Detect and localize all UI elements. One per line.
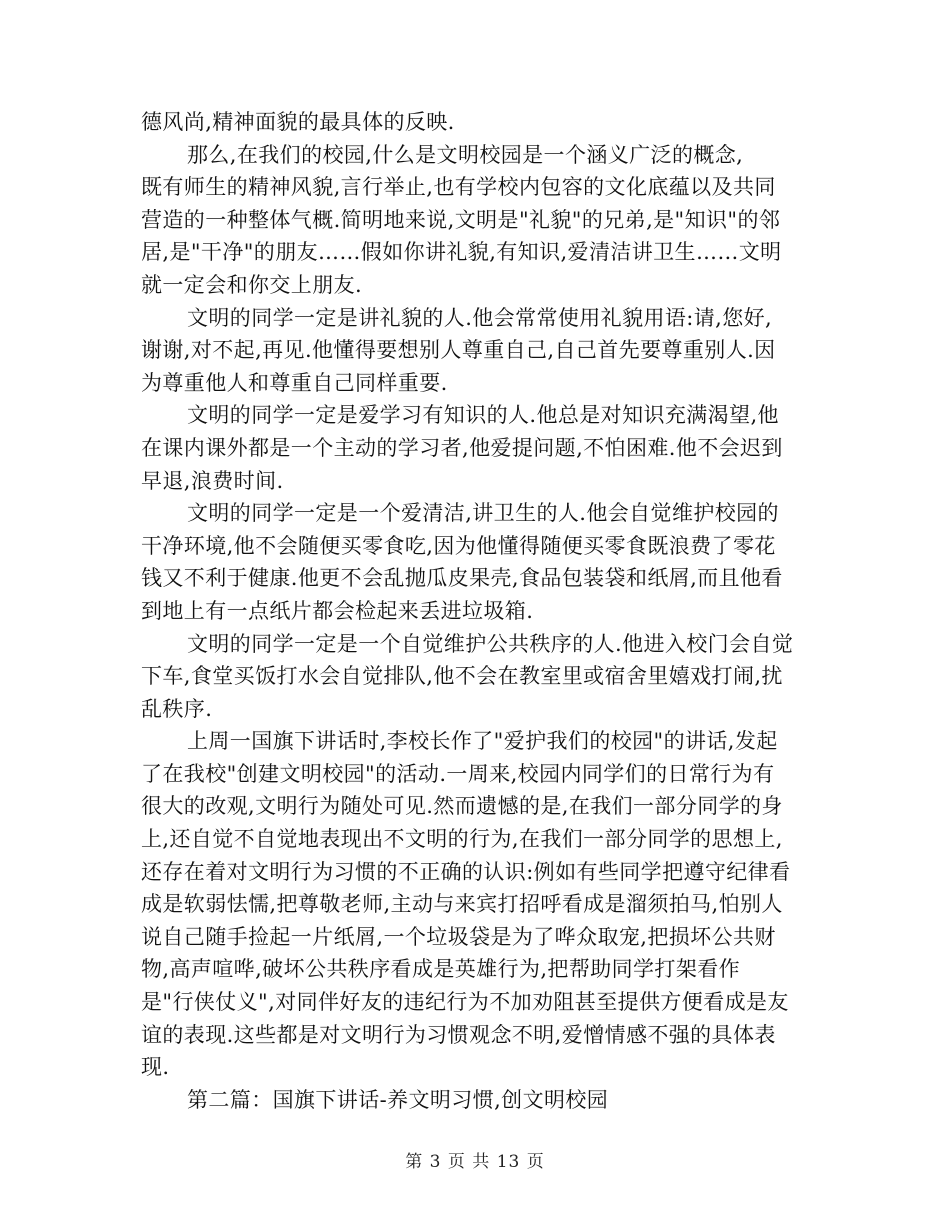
text-line: 谢谢,对不起,再见.他懂得要想别人尊重自己,自己首先要尊重别人.因 (141, 338, 776, 363)
text-line: 现. (141, 1055, 170, 1080)
text-line: 就一定会和你交上朋友. (141, 272, 363, 297)
text-line: 乱秩序. (141, 696, 213, 721)
text-line: 是"行侠仗义",对同伴好友的违纪行为不加劝阻甚至提供方便看成是友 (141, 990, 789, 1015)
text-line: 物,高声喧哗,破坏公共秩序看成是英雄行为,把帮助同学打架看作 (141, 957, 741, 982)
text-line: 了在我校"创建文明校园"的活动.一周来,校园内同学们的日常行为有 (141, 761, 775, 786)
text-line: 上周一国旗下讲话时,李校长作了"爱护我们的校园"的讲话,发起 (187, 729, 778, 754)
text-line: 文明的同学一定是一个爱清洁,讲卫生的人.他会自觉维护校园的 (187, 501, 779, 526)
text-line: 德风尚,精神面貌的最具体的反映. (141, 110, 455, 134)
text-line: 到地上有一点纸片都会检起来丢进垃圾箱. (141, 598, 534, 623)
text-line: 上,还自觉不自觉地表现出不文明的行为,在我们一部分同学的思想上, (141, 827, 783, 852)
page-footer: 第 3 页 共 13 页 (405, 1152, 545, 1172)
text-line: 居,是"干净"的朋友……假如你讲礼貌,有知识,爱清洁讲卫生……文明 (141, 240, 782, 265)
text-line: 干净环境,他不会随便买零食吃,因为他懂得随便买零食既浪费了零花 (141, 533, 776, 558)
text-line: 文明的同学一定是讲礼貌的人.他会常常使用礼貌用语:请,您好, (187, 305, 773, 330)
text-line: 钱又不利于健康.他更不会乱抛瓜皮果壳,食品包装袋和纸屑,而且他看 (141, 566, 783, 591)
text-line: 营造的一种整体气概.简明地来说,文明是"礼貌"的兄弟,是"知识"的邻 (141, 207, 781, 232)
text-line: 很大的改观,文明行为随处可见.然而遗憾的是,在我们一部分同学的身 (141, 794, 783, 819)
section-heading: 第二篇：国旗下讲话-养文明习惯,创文明校园 (187, 1087, 609, 1112)
text-line: 早退,浪费时间. (141, 468, 284, 493)
document-body (141, 106, 806, 1116)
text-line: 下车,食堂买饭打水会自觉排队,他不会在教室里或宿舍里嬉戏打闹,扰 (141, 664, 783, 689)
text-line: 为尊重他人和尊重自己同样重要. (141, 370, 448, 395)
text-line: 说自己随手捡起一片纸屑,一个垃圾袋是为了哗众取宠,把损坏公共财 (141, 924, 776, 949)
text-line: 那么,在我们的校园,什么是文明校园是一个涵义广泛的概念, (187, 142, 744, 167)
text-line: 谊的表现.这些都是对文明行为习惯观念不明,爱憎情感不强的具体表 (141, 1022, 776, 1047)
text-line: 还存在着对文明行为习惯的不正确的认识:例如有些同学把遵守纪律看 (141, 859, 791, 884)
text-line: 在课内课外都是一个主动的学习者,他爱提问题,不怕困难.他不会迟到 (141, 435, 783, 460)
text-line: 文明的同学一定是爱学习有知识的人.他总是对知识充满渴望,他 (187, 403, 779, 428)
text-line: 既有师生的精神风貌,言行举止,也有学校内包容的文化底蕴以及共同 (141, 175, 776, 200)
text-line: 成是软弱怯懦,把尊敬老师,主动与来宾打招呼看成是溜须拍马,怕别人 (141, 892, 783, 917)
text-line: 文明的同学一定是一个自觉维护公共秩序的人.他进入校门会自觉 (187, 631, 794, 656)
